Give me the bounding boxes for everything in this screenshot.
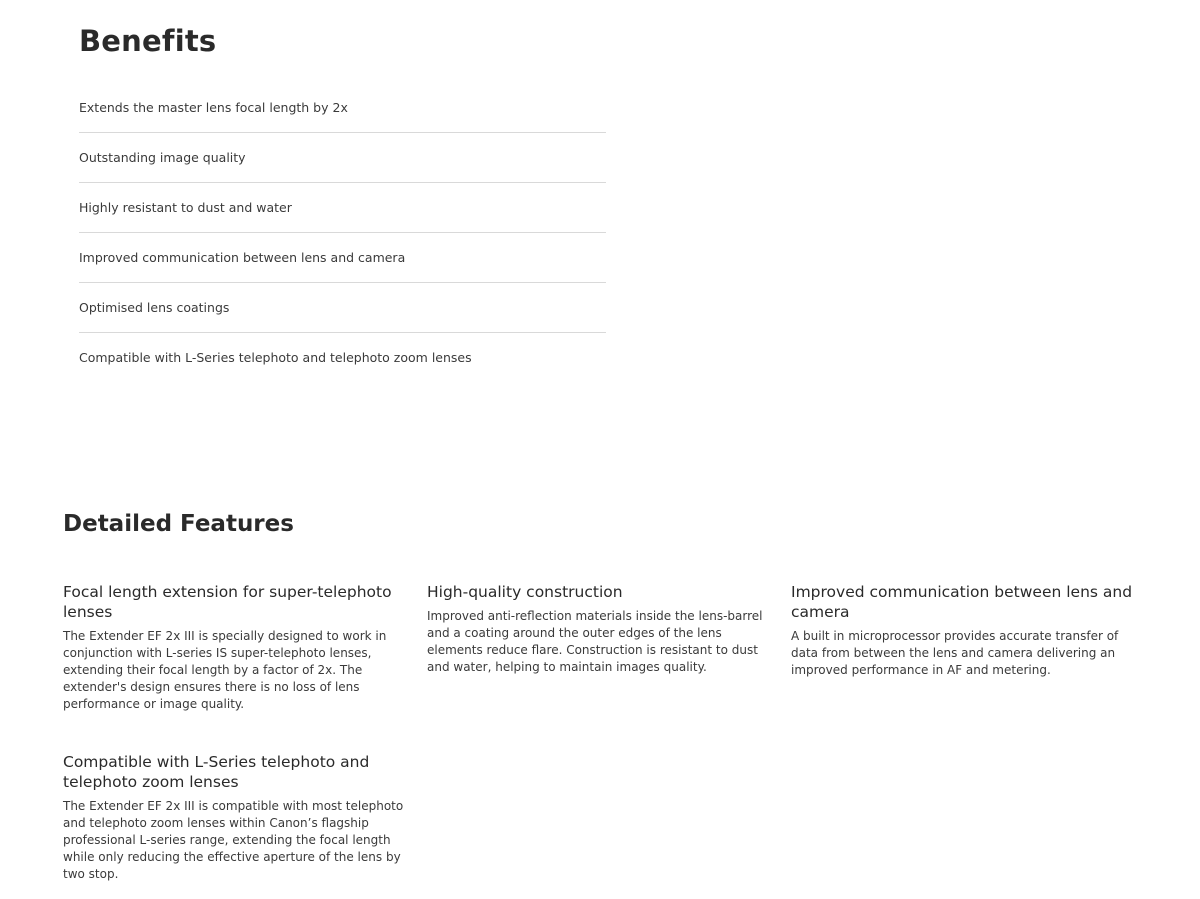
benefit-list xyxy=(79,83,606,383)
feature-heading: Improved communication between lens and camera xyxy=(791,583,1133,621)
benefits-title: Benefits xyxy=(79,24,217,58)
benefits-section xyxy=(79,20,606,383)
feature-card-construction xyxy=(427,582,773,676)
benefit-item: Optimised lens coatings xyxy=(79,283,606,333)
feature-heading: Compatible with L-Series telephoto and telephoto zoom lenses xyxy=(63,753,370,791)
feature-card-focal-length xyxy=(63,582,409,713)
benefit-item: Outstanding image quality xyxy=(79,133,606,183)
feature-description: The Extender EF 2x III is specially designed to work in conjunction with L-series IS super-telephoto lenses, extending their focal length by a factor of 2x. The extender's design ensures there is no loss of lens performance or image quality. xyxy=(63,629,387,711)
feature-description: A built in microprocessor provides accurate transfer of data from between the lens and camera delivering an improved performance in AF and metering. xyxy=(791,629,1119,677)
benefit-item: Highly resistant to dust and water xyxy=(79,183,606,233)
detailed-features-section xyxy=(63,506,1143,881)
benefit-item: Extends the master lens focal length by 2x xyxy=(79,83,606,133)
feature-card-communication xyxy=(791,582,1137,679)
feature-card-compatibility xyxy=(63,752,409,883)
feature-description: The Extender EF 2x III is compatible with most telephoto and telephoto zoom lenses within Canon’s flagship professional L-series range, extending the focal length while only reducing the effective aperture of the lens by two stop. xyxy=(63,799,404,881)
benefit-item: Compatible with L-Series telephoto and telephoto zoom lenses xyxy=(79,350,472,365)
detailed-features-title: Detailed Features xyxy=(63,511,294,537)
feature-heading: Focal length extension for super-telephoto lenses xyxy=(63,583,392,621)
benefit-item: Improved communication between lens and camera xyxy=(79,233,606,283)
feature-description: Improved anti-reflection materials inside the lens-barrel and a coating around the outer edges of the lens elements reduce flare. Construction is resistant to dust and water, helping to maintain images quality. xyxy=(427,609,763,674)
feature-heading: High-quality construction xyxy=(427,583,623,601)
